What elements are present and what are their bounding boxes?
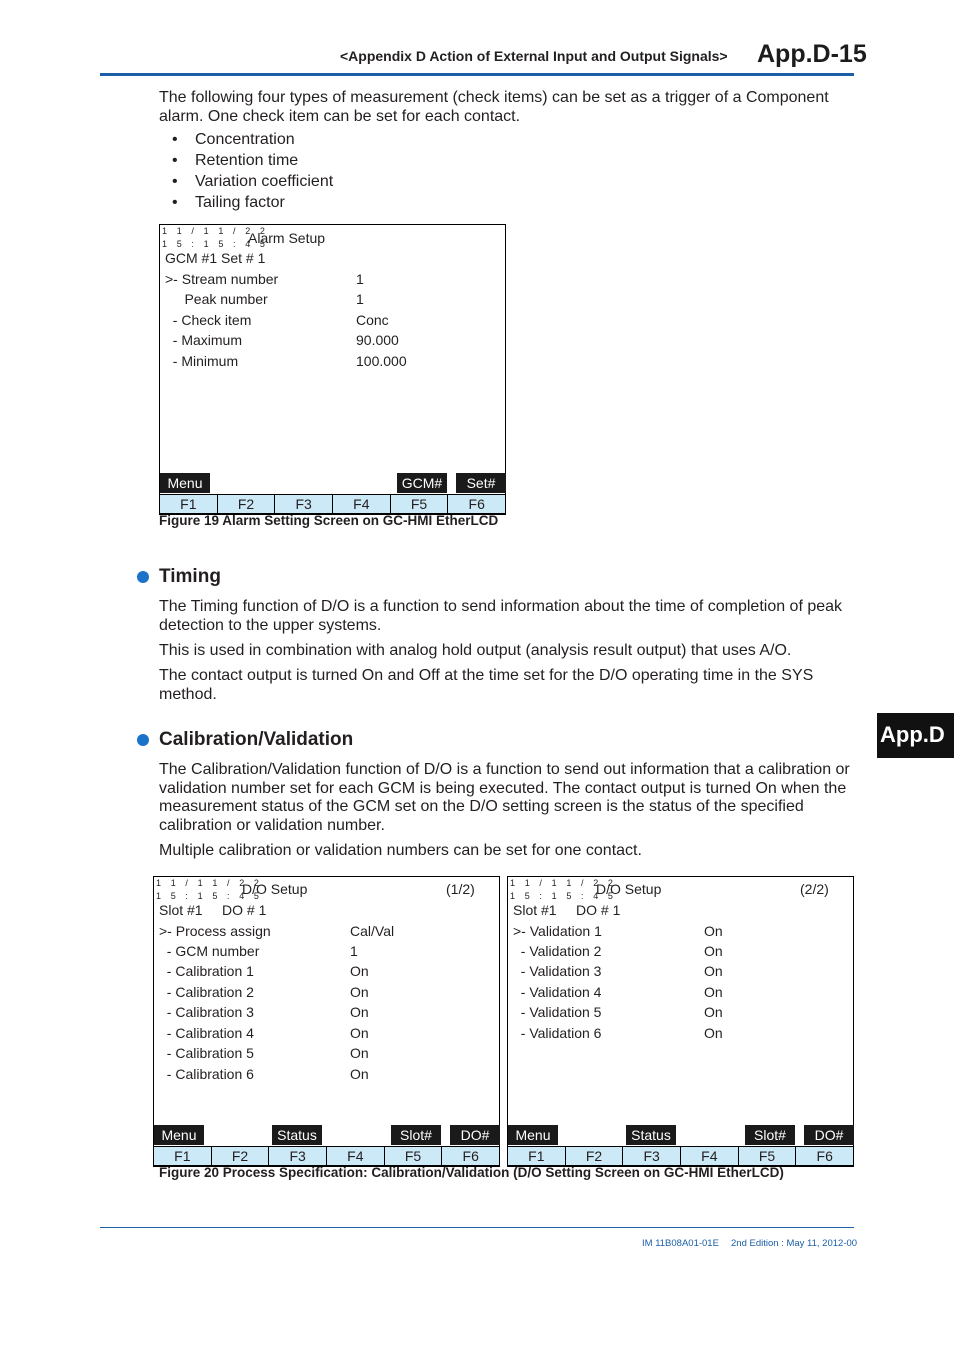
row-label[interactable]: - Calibration 2 — [159, 984, 254, 1000]
list-item: • Variation coefficient — [172, 173, 334, 190]
softkey-menu[interactable]: Menu — [154, 1125, 204, 1145]
f1-key[interactable]: F1 — [159, 494, 217, 514]
figure-19-caption: Figure 19 Alarm Setting Screen on GC-HMI EtherLCD — [159, 513, 499, 528]
calval-paragraph-1: The Calibration/Validation function of D/O is a function to send out information that a calibration or validation number set for each GCM is being executed. The contact output is turned On when the measurement status of the GCM set on the D/O setting screen is the status of the specified calibration or validation number. — [159, 761, 850, 834]
function-key-bar — [153, 1146, 500, 1166]
running-header: <Appendix D Action of External Input and Output Signals> — [340, 48, 728, 64]
row-value: On — [350, 984, 369, 1000]
f5-key[interactable]: F5 — [384, 1146, 442, 1166]
bullet-dot-icon — [137, 571, 149, 583]
row-label[interactable]: - Validation 5 — [513, 1004, 602, 1020]
f6-key[interactable]: F6 — [441, 1146, 500, 1166]
softkey-slot[interactable]: Slot# — [745, 1125, 795, 1145]
f3-key[interactable]: F3 — [274, 494, 332, 514]
row-label[interactable]: - Validation 4 — [513, 984, 602, 1000]
row-label[interactable]: >- Stream number — [165, 271, 279, 287]
row-label[interactable]: >- Process assign — [159, 923, 271, 939]
list-item: • Tailing factor — [172, 194, 285, 211]
screen-date: 1 1 / 1 1 / 2 2 — [162, 226, 269, 236]
row-label[interactable]: - Calibration 3 — [159, 1004, 254, 1020]
f3-key[interactable]: F3 — [622, 1146, 680, 1166]
f2-key[interactable]: F2 — [211, 1146, 269, 1166]
row-label[interactable]: - Calibration 1 — [159, 963, 254, 979]
do-setup-screen-page2 — [507, 876, 854, 1167]
screen-time: 1 5 : 1 5 : 4 5 — [156, 891, 263, 901]
softkey-do[interactable]: DO# — [450, 1125, 500, 1145]
softkey-slot[interactable]: Slot# — [391, 1125, 441, 1145]
row-value: On — [704, 1025, 723, 1041]
f2-key[interactable]: F2 — [217, 494, 275, 514]
row-label[interactable]: - GCM number — [159, 943, 260, 959]
f3-key[interactable]: F3 — [268, 1146, 326, 1166]
f1-key[interactable]: F1 — [507, 1146, 565, 1166]
row-value: 100.000 — [356, 353, 407, 369]
screen-subtitle: GCM #1 Set # 1 — [165, 250, 266, 266]
row-label[interactable]: - Validation 2 — [513, 943, 602, 959]
row-value: On — [350, 963, 369, 979]
f2-key[interactable]: F2 — [565, 1146, 623, 1166]
f6-key[interactable]: F6 — [447, 494, 506, 514]
screen-time: 1 5 : 1 5 : 4 5 — [162, 239, 269, 249]
function-key-bar — [507, 1146, 854, 1166]
page-number: App.D-15 — [757, 40, 867, 68]
f4-key[interactable]: F4 — [326, 1146, 384, 1166]
screen-time: 1 5 : 1 5 : 4 5 — [510, 891, 617, 901]
screen-date: 1 1 / 1 1 / 2 2 — [510, 878, 617, 888]
f5-key[interactable]: F5 — [390, 494, 448, 514]
page-indicator: (2/2) — [800, 881, 829, 897]
row-label[interactable]: - Validation 6 — [513, 1025, 602, 1041]
row-value: On — [704, 984, 723, 1000]
row-value: 1 — [356, 271, 364, 287]
row-label[interactable]: - Validation 3 — [513, 963, 602, 979]
row-value: On — [350, 1066, 369, 1082]
function-key-bar — [159, 494, 506, 514]
softkey-status[interactable]: Status — [272, 1125, 322, 1145]
f4-key[interactable]: F4 — [332, 494, 390, 514]
row-label[interactable]: - Calibration 5 — [159, 1045, 254, 1061]
alarm-setup-screen — [159, 224, 506, 515]
f5-key[interactable]: F5 — [738, 1146, 796, 1166]
softkey-status[interactable]: Status — [626, 1125, 676, 1145]
footer-rule — [100, 1227, 854, 1228]
timing-paragraph-1: The Timing function of D/O is a function to send information about the time of completion of peak detection to the upper systems. — [159, 598, 843, 634]
softkey-do[interactable]: DO# — [804, 1125, 854, 1145]
intro-paragraph: The following four types of measurement (check items) can be set as a trigger of a Component alarm. One check item can be set for each contact. — [159, 89, 829, 125]
row-value: Cal/Val — [350, 923, 395, 939]
row-value: 90.000 — [356, 332, 399, 348]
row-value: On — [704, 923, 723, 939]
row-value: On — [350, 1045, 369, 1061]
row-value: On — [704, 963, 723, 979]
row-value: 1 — [356, 291, 364, 307]
timing-heading: Timing — [137, 566, 221, 588]
f4-key[interactable]: F4 — [680, 1146, 738, 1166]
screen-title: D/O Setup — [596, 881, 662, 897]
calval-paragraph-2: Multiple calibration or validation numbers can be set for one contact. — [159, 842, 642, 859]
softkey-gcm[interactable]: GCM# — [397, 473, 447, 493]
appendix-tab: App.D — [877, 713, 954, 758]
row-value: On — [350, 1025, 369, 1041]
list-item: • Concentration — [172, 131, 295, 148]
document-number: IM 11B08A01-01E — [642, 1238, 719, 1249]
screen-subtitle: Slot #1 DO # 1 — [513, 902, 621, 918]
row-value: On — [704, 1004, 723, 1020]
row-label[interactable]: - Minimum — [165, 353, 239, 369]
calval-heading: Calibration/Validation — [137, 729, 353, 751]
softkey-set[interactable]: Set# — [456, 473, 506, 493]
screen-title: D/O Setup — [242, 881, 308, 897]
do-setup-screen-page1 — [153, 876, 500, 1167]
row-label[interactable]: >- Validation 1 — [513, 923, 602, 939]
screen-date: 1 1 / 1 1 / 2 2 — [156, 878, 263, 888]
row-value: On — [350, 1004, 369, 1020]
row-label[interactable]: - Check item — [165, 312, 252, 328]
row-label[interactable]: - Maximum — [165, 332, 242, 348]
header-rule — [100, 73, 854, 76]
timing-paragraph-3: The contact output is turned On and Off at the time set for the D/O operating time in the SYS method. — [159, 667, 814, 703]
screen-title: Alarm Setup — [248, 230, 326, 246]
list-item: • Retention time — [172, 152, 299, 169]
f1-key[interactable]: F1 — [153, 1146, 211, 1166]
page-indicator: (1/2) — [446, 881, 475, 897]
bullet-dot-icon — [137, 734, 149, 746]
softkey-menu[interactable]: Menu — [160, 473, 210, 493]
row-value: 1 — [350, 943, 358, 959]
row-label[interactable]: - Calibration 6 — [159, 1066, 254, 1082]
figure-20-caption: Figure 20 Process Specification: Calibration/Validation (D/O Setting Screen on GC-HMI EtherLCD) — [159, 1165, 784, 1180]
edition-info: 2nd Edition : May 11, 2012-00 — [731, 1238, 858, 1249]
f6-key[interactable]: F6 — [795, 1146, 854, 1166]
check-item-list — [172, 131, 333, 215]
softkey-menu[interactable]: Menu — [508, 1125, 558, 1145]
timing-paragraph-2: This is used in combination with analog hold output (analysis result output) that uses A/O. — [159, 642, 792, 659]
row-value: Conc — [356, 312, 389, 328]
row-label[interactable]: - Calibration 4 — [159, 1025, 254, 1041]
row-label[interactable]: Peak number — [165, 291, 268, 307]
screen-subtitle: Slot #1 DO # 1 — [159, 902, 267, 918]
row-value: On — [704, 943, 723, 959]
